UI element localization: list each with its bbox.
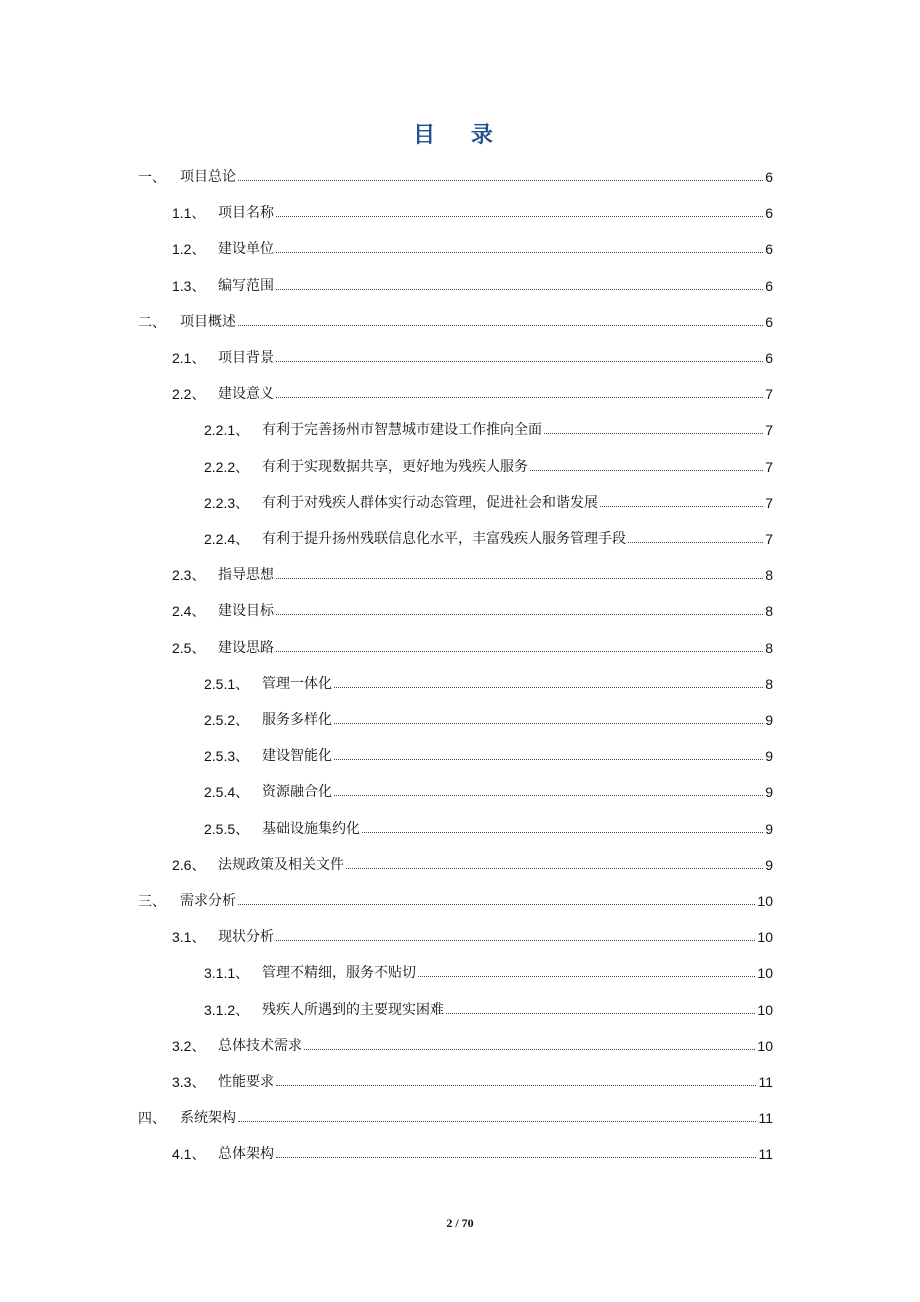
- toc-entry-title: 建设单位: [218, 241, 274, 257]
- toc-entry-title: 项目总论: [180, 169, 236, 185]
- toc-entry-number: 二、: [138, 314, 166, 330]
- toc-entry-page: 8: [765, 603, 773, 619]
- toc-entry[interactable]: [172, 922, 773, 946]
- toc-entry-title: 有利于提升扬州残联信息化水平，丰富残疾人服务管理手段: [262, 531, 626, 547]
- toc-entry-page: 6: [765, 169, 773, 185]
- toc-entry[interactable]: [172, 1067, 773, 1091]
- page-title: 目 录: [413, 123, 507, 148]
- toc-entry-page: 10: [757, 1038, 773, 1054]
- toc-entry-number: 1.1、: [172, 205, 206, 221]
- toc-entry[interactable]: [138, 886, 773, 910]
- toc-entry-title: 编写范围: [218, 278, 274, 294]
- toc-entry-page: 7: [765, 422, 773, 438]
- toc-entry-page: 11: [758, 1074, 773, 1090]
- toc-entry-number: 1.2、: [172, 241, 206, 257]
- toc-entry-page: 7: [765, 531, 773, 547]
- toc-entry-number: 2.1、: [172, 350, 206, 366]
- toc-entry[interactable]: [204, 705, 773, 729]
- toc-entry[interactable]: [204, 814, 773, 838]
- toc-dot-leader: [346, 868, 763, 869]
- toc-entry-page: 10: [757, 1002, 773, 1018]
- toc-entry[interactable]: [172, 343, 773, 367]
- toc-entry-title: 残疾人所遇到的主要现实困难: [262, 1002, 444, 1018]
- toc-entry-number: 2.2、: [172, 386, 206, 402]
- toc-dot-leader: [276, 1157, 756, 1158]
- toc-entry-page: 6: [765, 205, 773, 221]
- toc-entry[interactable]: [204, 524, 773, 548]
- toc-dot-leader: [334, 759, 763, 760]
- toc-dot-leader: [276, 289, 763, 290]
- toc-entry[interactable]: [172, 850, 773, 874]
- toc-entry-title: 总体技术需求: [218, 1038, 302, 1054]
- toc-dot-leader: [276, 651, 763, 652]
- toc-entry[interactable]: [172, 379, 773, 403]
- toc-entry-title: 资源融合化: [262, 784, 332, 800]
- toc-dot-leader: [418, 976, 755, 977]
- toc-entry-page: 10: [757, 929, 773, 945]
- toc-entry[interactable]: [172, 1139, 773, 1163]
- toc-entry-page: 6: [765, 350, 773, 366]
- toc-dot-leader: [600, 506, 763, 507]
- toc-entry-page: 7: [765, 495, 773, 511]
- toc-entry[interactable]: [138, 1103, 773, 1127]
- toc-entry-number: 2.4、: [172, 603, 206, 619]
- toc-entry-title: 建设思路: [218, 640, 274, 656]
- toc-entry-page: 6: [765, 278, 773, 294]
- toc-entry[interactable]: [172, 560, 773, 584]
- toc-dot-leader: [238, 325, 763, 326]
- toc-entry-number: 2.5.2、: [204, 712, 250, 728]
- toc-entry-title: 总体架构: [218, 1146, 274, 1162]
- toc-dot-leader: [238, 904, 755, 905]
- toc-dot-leader: [304, 1049, 755, 1050]
- toc-dot-leader: [544, 433, 763, 434]
- toc-entry[interactable]: [138, 307, 773, 331]
- toc-entry-page: 9: [765, 821, 773, 837]
- toc-dot-leader: [276, 1085, 756, 1086]
- toc-dot-leader: [334, 687, 763, 688]
- toc-entry-number: 3.1、: [172, 929, 206, 945]
- toc-entry-title: 项目名称: [218, 205, 274, 221]
- toc-entry-title: 性能要求: [218, 1074, 274, 1090]
- toc-entry-number: 四、: [138, 1110, 166, 1126]
- toc-dot-leader: [628, 542, 763, 543]
- toc-entry-number: 2.2.1、: [204, 422, 250, 438]
- toc-entry-title: 项目概述: [180, 314, 236, 330]
- toc-entry[interactable]: [204, 669, 773, 693]
- toc-entry-page: 7: [765, 459, 773, 475]
- toc-entry-page: 9: [765, 784, 773, 800]
- toc-entry-page: 11: [758, 1146, 773, 1162]
- toc-dot-leader: [362, 832, 763, 833]
- toc-entry-title: 基础设施集约化: [262, 821, 360, 837]
- toc-entry-number: 3.2、: [172, 1038, 206, 1054]
- toc-entry-title: 有利于完善扬州市智慧城市建设工作推向全面: [262, 422, 542, 438]
- toc-dot-leader: [334, 795, 763, 796]
- toc-dot-leader: [334, 723, 763, 724]
- toc-entry-page: 9: [765, 857, 773, 873]
- toc-entry[interactable]: [204, 488, 773, 512]
- toc-entry-number: 三、: [138, 893, 166, 909]
- toc-entry[interactable]: [172, 633, 773, 657]
- toc-dot-leader: [530, 470, 763, 471]
- toc-entry[interactable]: [204, 995, 773, 1019]
- toc-entry-page: 9: [765, 748, 773, 764]
- toc-entry-number: 2.6、: [172, 857, 206, 873]
- toc-dot-leader: [446, 1013, 755, 1014]
- toc-entry[interactable]: [204, 415, 773, 439]
- toc-entry-number: 2.2.2、: [204, 459, 250, 475]
- toc-entry-title: 系统架构: [180, 1110, 236, 1126]
- toc-entry-page: 10: [757, 965, 773, 981]
- toc-entry-title: 有利于对残疾人群体实行动态管理，促进社会和谐发展: [262, 495, 598, 511]
- toc-entry[interactable]: [204, 958, 773, 982]
- toc-entry-number: 4.1、: [172, 1146, 206, 1162]
- toc-dot-leader: [276, 361, 763, 362]
- toc-entry-number: 1.3、: [172, 278, 206, 294]
- toc-entry-page: 8: [765, 567, 773, 583]
- toc-dot-leader: [276, 397, 763, 398]
- toc-dot-leader: [238, 180, 763, 181]
- toc-entry-number: 3.1.1、: [204, 965, 250, 981]
- toc-dot-leader: [276, 614, 763, 615]
- toc-entry[interactable]: [172, 234, 773, 258]
- toc-dot-leader: [276, 216, 763, 217]
- toc-entry[interactable]: [204, 741, 773, 765]
- toc-entry-title: 指导思想: [218, 567, 274, 583]
- toc-entry-title: 法规政策及相关文件: [218, 857, 344, 873]
- toc-entry-number: 2.5.5、: [204, 821, 250, 837]
- toc-entry-number: 2.3、: [172, 567, 206, 583]
- toc-entry-page: 6: [765, 314, 773, 330]
- toc-dot-leader: [276, 252, 763, 253]
- toc-entry-number: 3.3、: [172, 1074, 206, 1090]
- toc-entry-page: 11: [758, 1110, 773, 1126]
- toc-dot-leader: [238, 1121, 756, 1122]
- toc-entry-page: 7: [765, 386, 773, 402]
- toc-dot-leader: [276, 940, 755, 941]
- toc-entry-number: 2.5.3、: [204, 748, 250, 764]
- toc-entry-title: 需求分析: [180, 893, 236, 909]
- toc-entry[interactable]: [172, 198, 773, 222]
- toc-entry-number: 2.2.4、: [204, 531, 250, 547]
- toc-dot-leader: [276, 578, 763, 579]
- toc-entry-page: 10: [757, 893, 773, 909]
- page-number: 2 / 70: [446, 1216, 474, 1230]
- toc-entry[interactable]: [204, 452, 773, 476]
- toc-entry-title: 管理不精细，服务不贴切: [262, 965, 416, 981]
- toc-entry-title: 建设目标: [218, 603, 274, 619]
- toc-entry[interactable]: [172, 1031, 773, 1055]
- toc-entry-title: 建设智能化: [262, 748, 332, 764]
- toc-entry-title: 现状分析: [218, 929, 274, 945]
- toc-entry-title: 管理一体化: [262, 676, 332, 692]
- toc-entry-page: 9: [765, 712, 773, 728]
- toc-entry-number: 2.5.4、: [204, 784, 250, 800]
- toc-entry-page: 8: [765, 640, 773, 656]
- toc-entry[interactable]: [172, 596, 773, 620]
- toc-entry-number: 3.1.2、: [204, 1002, 250, 1018]
- toc-entry[interactable]: [172, 271, 773, 295]
- toc-entry-number: 2.5、: [172, 640, 206, 656]
- toc-entry-page: 8: [765, 676, 773, 692]
- toc-entry-title: 项目背景: [218, 350, 274, 366]
- toc-entry-number: 一、: [138, 169, 166, 185]
- toc-entry-page: 6: [765, 241, 773, 257]
- toc-entry-number: 2.5.1、: [204, 676, 250, 692]
- toc-entry-title: 建设意义: [218, 386, 274, 402]
- toc-entry-number: 2.2.3、: [204, 495, 250, 511]
- toc-entry[interactable]: [204, 777, 773, 801]
- toc-entry-title: 有利于实现数据共享，更好地为残疾人服务: [262, 459, 528, 475]
- toc-entry[interactable]: [138, 162, 773, 186]
- toc-entry-title: 服务多样化: [262, 712, 332, 728]
